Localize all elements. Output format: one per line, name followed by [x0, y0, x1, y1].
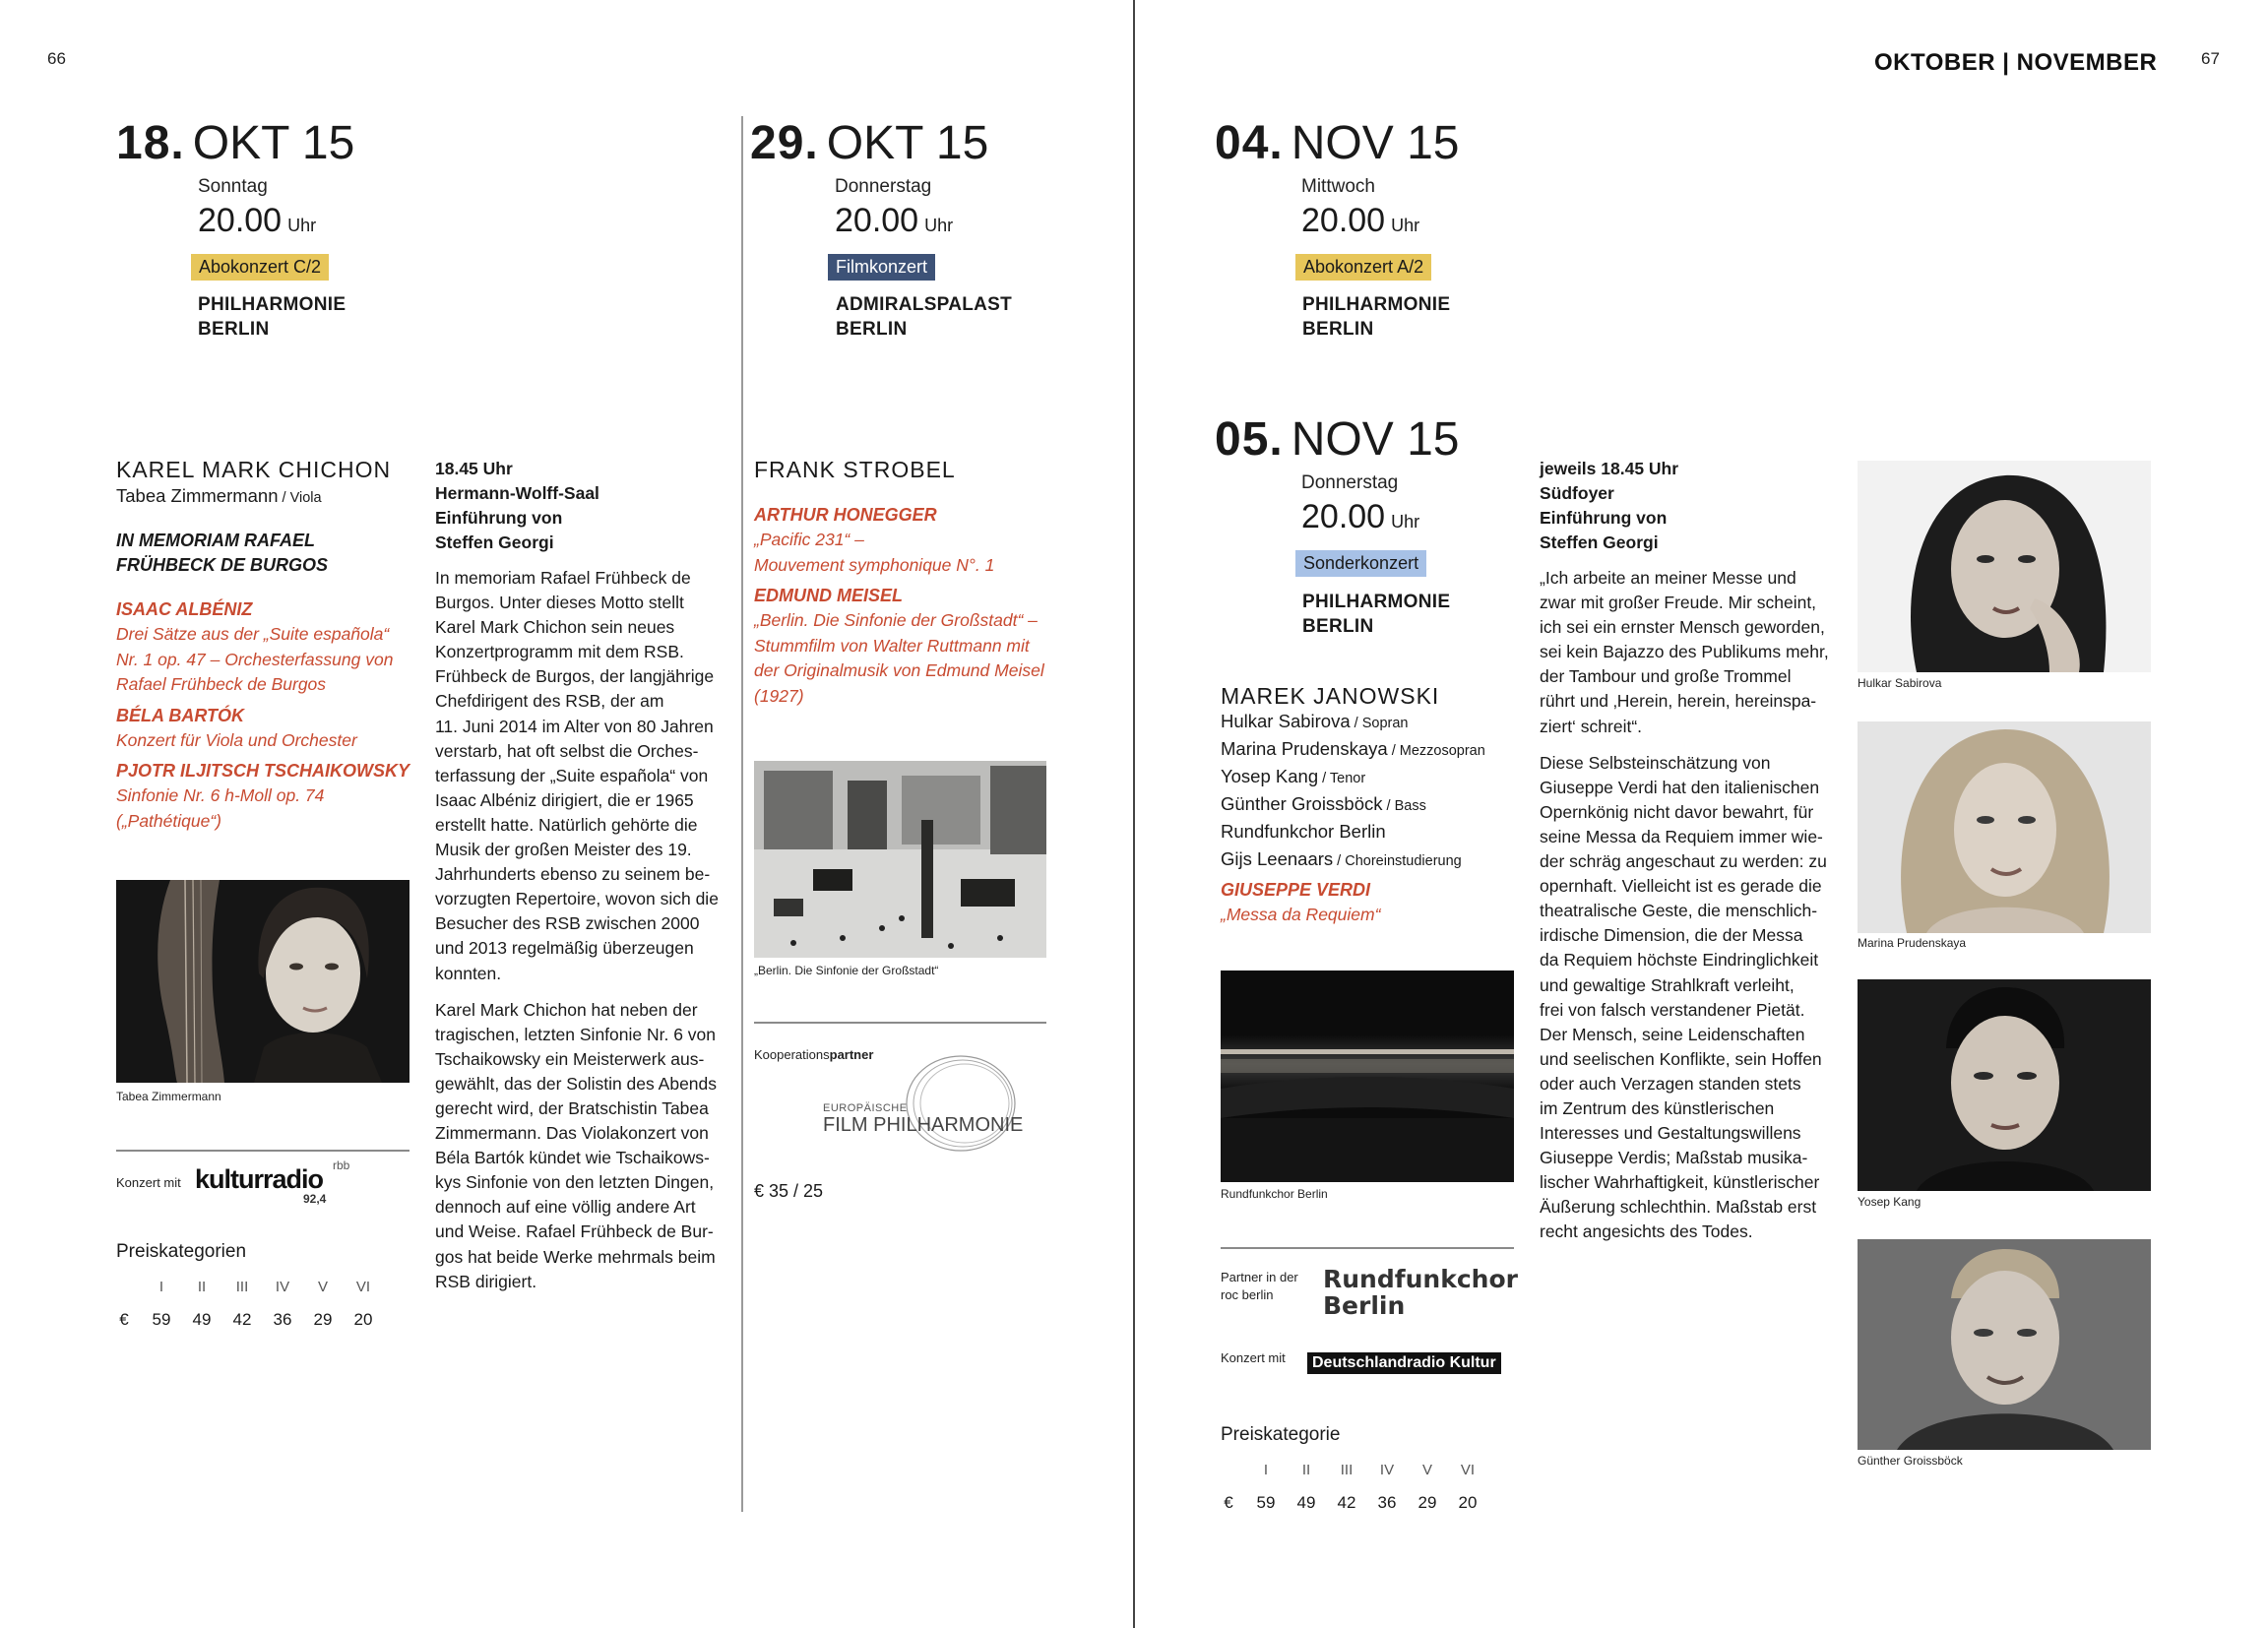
venue-city: BERLIN — [198, 319, 270, 340]
event-weekday: Sonntag — [198, 176, 268, 197]
text-line: theatralische Geste, die menschlich- — [1540, 901, 1818, 921]
time-value: 20.00 — [835, 202, 919, 239]
memoriam-title — [116, 529, 328, 578]
composer-name: ARTHUR HONEGGER — [754, 505, 937, 525]
price-value: 42 — [1337, 1493, 1356, 1512]
logo-line: Rundfunkchor — [1323, 1265, 1518, 1293]
venue-city: BERLIN — [836, 319, 908, 340]
text-line: vorzugten Repertoire, wovon sich die — [435, 889, 719, 909]
portrait-photo — [1858, 1239, 2151, 1450]
performer-role: / Bass — [1382, 798, 1426, 814]
price-value: 59 — [1256, 1493, 1276, 1512]
intro-speaker: Steffen Georgi — [1540, 532, 1659, 552]
price-value: 20 — [353, 1310, 373, 1329]
venue-city: BERLIN — [1302, 319, 1374, 340]
price-cat: VI — [1460, 1462, 1476, 1478]
event-time — [198, 202, 316, 240]
soloist — [116, 483, 322, 511]
event-venue — [1302, 590, 1450, 639]
time-value: 20.00 — [1301, 498, 1386, 535]
text-line: der Tambour und große Trommel — [1540, 666, 1792, 687]
memoriam-line: FRÜHBECK DE BURGOS — [116, 555, 329, 575]
text-line: Opernkönig nicht davor bewahrt, für — [1540, 801, 1814, 822]
text-line: Interesses und Gestaltungswillens — [1540, 1123, 1801, 1144]
intro-location: Südfoyer — [1540, 483, 1614, 503]
choir-stage-image — [1221, 971, 1514, 1182]
price-value: 59 — [152, 1310, 171, 1329]
performer — [1221, 709, 1485, 736]
text-line: gerecht wird, der Bratschistin Tabea — [435, 1097, 709, 1118]
text-line: gos hat beide Werke mehrmals beim — [435, 1246, 716, 1267]
price-category-row — [1221, 1462, 1516, 1485]
venue-line: PHILHARMONIE — [1302, 294, 1451, 315]
performer — [1221, 791, 1485, 819]
work-line: Drei Sätze aus der „Suite española“ — [116, 624, 390, 644]
portrait-caption: Hulkar Sabirova — [1858, 676, 1942, 690]
choir-photo — [1221, 971, 1514, 1182]
viola-portrait-image — [116, 880, 410, 1083]
event-weekday: Mittwoch — [1301, 176, 1375, 197]
partner-label — [1221, 1269, 1298, 1304]
text-line: 11. Juni 2014 im Alter von 80 Jahren — [435, 716, 714, 736]
event-date-oct29 — [750, 116, 988, 170]
text-line: Karel Mark Chichon hat neben der — [435, 999, 698, 1020]
price-cat: III — [1340, 1462, 1354, 1478]
text-line: Jahrhunderts ebenso zu seinem be- — [435, 864, 711, 885]
price-cat: III — [235, 1279, 249, 1295]
event-weekday: Donnerstag — [1301, 472, 1399, 493]
event-month: OKT 15 — [826, 117, 989, 169]
work-line: „Pacific 231“ – — [754, 530, 864, 549]
event-venue — [1302, 292, 1450, 342]
price-value: 49 — [1296, 1493, 1316, 1512]
price-cat: V — [1421, 1462, 1432, 1478]
label-part: Kooperations — [754, 1047, 830, 1062]
performer-name: Gijs Leenaars — [1221, 848, 1334, 869]
text-line: Zimmermann. Das Violakonzert von — [435, 1123, 709, 1144]
text-line: sei kein Bajazzo des Publikums mehr, — [1540, 642, 1829, 662]
event-venue — [836, 292, 1012, 342]
description-paragraph — [1540, 751, 1845, 1245]
label-part-bold: partner — [829, 1047, 874, 1062]
film-still-photo — [754, 761, 1046, 958]
text-line: und 2013 regelmäßig überzeugen — [435, 938, 694, 959]
venue-line: PHILHARMONIE — [1302, 592, 1451, 612]
text-line: Giuseppe Verdis; Maßstab musika- — [1540, 1148, 1808, 1168]
event-date-nov04 — [1215, 116, 1459, 170]
time-unit: Uhr — [1391, 216, 1420, 235]
text-line: seine Messa da Requiem immer wie- — [1540, 826, 1823, 846]
price-value: 29 — [313, 1310, 333, 1329]
venue-line: PHILHARMONIE — [198, 294, 346, 315]
divider — [754, 1022, 1046, 1024]
price-value-row — [116, 1310, 411, 1334]
text-line: ich sei ein ernster Mensch geworden, — [1540, 617, 1825, 638]
performer-name: Yosep Kang — [1221, 766, 1319, 786]
text-line: und seelischen Konflikte, sein Hoffen — [1540, 1048, 1822, 1069]
performer — [1221, 819, 1485, 846]
text-line: Musik der großen Meister des 19. — [435, 840, 692, 860]
text-line: opernhaft. Vielleicht ist es gerade die — [1540, 876, 1822, 897]
event-time — [835, 202, 953, 240]
text-line: Besucher des RSB zwischen 2000 — [435, 913, 700, 934]
text-line: terfassung der „Suite española“ von — [435, 765, 709, 785]
text-line: konnten. — [435, 963, 502, 983]
price-value: 29 — [1418, 1493, 1437, 1512]
portrait-groissboeck-image — [1858, 1239, 2151, 1450]
price-cat: II — [197, 1279, 207, 1295]
konzert-mit-label: Konzert mit — [116, 1175, 181, 1190]
event-date-oct18 — [116, 116, 354, 170]
portrait-photo — [1858, 721, 2151, 933]
text-line: da Requiem höchste Eindringlichkeit — [1540, 950, 1819, 971]
price-cat: V — [317, 1279, 328, 1295]
text-line: „Ich arbeite an meiner Messe und — [1540, 568, 1796, 588]
text-line: und Weise. Rafael Frühbeck de Bur- — [435, 1221, 714, 1242]
text-line: Äußerung schlechthin. Maßstab erst — [1540, 1197, 1817, 1218]
performer-role: / Tenor — [1318, 771, 1366, 786]
intro-label: Einführung von — [1540, 508, 1668, 528]
price-cat: IV — [275, 1279, 290, 1295]
work-line: (1927) — [754, 685, 804, 706]
description-paragraph — [1540, 566, 1845, 739]
event-type-badge: Filmkonzert — [828, 254, 935, 281]
text-line: ziert‘ schreit“. — [1540, 716, 1643, 736]
photo-caption: Rundfunkchor Berlin — [1221, 1187, 1328, 1201]
composer-name: GIUSEPPE VERDI — [1221, 880, 1371, 900]
portrait-photo — [1858, 979, 2151, 1191]
intro-time: jeweils 18.45 Uhr — [1540, 459, 1679, 478]
event-time — [1301, 202, 1419, 240]
text-line: Burgos. Unter dieses Motto stellt — [435, 593, 684, 613]
work-line: Mouvement symphonique N°. 1 — [754, 554, 995, 575]
event-month: NOV 15 — [1291, 117, 1460, 169]
film-philharmonie-logo — [823, 1049, 1030, 1158]
event-time — [1301, 498, 1419, 536]
composer-name: BÉLA BARTÓK — [116, 705, 244, 725]
price-currency: € — [1224, 1493, 1233, 1512]
intro-info — [435, 457, 599, 555]
performer-role: / Sopran — [1350, 716, 1409, 731]
soloist-photo — [116, 880, 410, 1083]
work-line: Nr. 1 op. 47 – Orchesterfassung von — [116, 649, 394, 669]
photo-caption: Tabea Zimmermann — [116, 1090, 221, 1103]
intro-label: Einführung von — [435, 508, 563, 528]
text-line: RSB dirigiert. — [435, 1271, 537, 1291]
composer-name: PJOTR ILJITSCH TSCHAIKOWSKY — [116, 761, 410, 781]
time-value: 20.00 — [198, 202, 283, 239]
price-value: 20 — [1458, 1493, 1478, 1512]
text-line: rührt und ‚Herein, herein, hereinspa- — [1540, 691, 1817, 712]
kulturradio-logo — [195, 1158, 350, 1206]
text-line: und gewaltige Strahlkraft verleiht, — [1540, 974, 1795, 995]
text-line: dennoch auf eine völlig andere Art — [435, 1197, 696, 1218]
performer-role: / Mezzosopran — [1387, 743, 1485, 759]
text-line: irdische Dimension, die der Messa — [1540, 925, 1803, 946]
price-cat: IV — [1379, 1462, 1395, 1478]
event-description — [435, 566, 730, 1306]
event-day: 05. — [1215, 413, 1284, 466]
text-line: lischer Wahrhaftigkeit, künstlerischer — [1540, 1172, 1820, 1193]
portrait-caption: Marina Prudenskaya — [1858, 936, 1967, 950]
price-cat: I — [158, 1279, 164, 1295]
text-line: Karel Mark Chichon sein neues — [435, 617, 675, 638]
text-line: Der Mensch, seine Leidenschaften — [1540, 1024, 1805, 1044]
text-line: Tschaikowsky ein Meisterwerk aus- — [435, 1048, 705, 1069]
logo-super: rbb — [333, 1158, 350, 1172]
price-info: € 35 / 25 — [754, 1181, 824, 1201]
column-divider — [741, 116, 743, 1512]
memoriam-line: IN MEMORIAM RAFAEL — [116, 531, 315, 550]
intro-info — [1540, 457, 1678, 555]
composer-name: ISAAC ALBÉNIZ — [116, 599, 253, 619]
event-type-badge: Abokonzert A/2 — [1295, 254, 1431, 281]
soloist-name: Tabea Zimmermann — [116, 485, 279, 506]
text-line: Béla Bartók kündet wie Tschaikows- — [435, 1148, 710, 1168]
text-line: zwar mit großer Freude. Mir scheint, — [1540, 593, 1817, 613]
text-line: gewählt, das der Solistin des Abends — [435, 1073, 718, 1094]
event-date-nov05 — [1215, 412, 1459, 467]
time-unit: Uhr — [287, 216, 317, 235]
text-line: recht angesichts des Todes. — [1540, 1221, 1753, 1242]
logo-line: EUROPÄISCHE — [823, 1102, 908, 1114]
work-line: Sinfonie Nr. 6 h-Moll op. 74 — [116, 785, 325, 805]
soloist-role: / Viola — [278, 490, 322, 506]
page-number-right: 67 — [2201, 49, 2220, 68]
work-line: der Originalmusik von Edmund Meisel — [754, 660, 1044, 680]
divider — [116, 1150, 410, 1152]
work-line: Rafael Frühbeck de Burgos — [116, 674, 327, 694]
price-category-row — [116, 1279, 411, 1302]
logo-line: Berlin — [1323, 1291, 1406, 1320]
performer-list — [1221, 709, 1485, 874]
work-line: („Pathétique“) — [116, 810, 221, 831]
text-line: erstellt hatte. Natürlich gehörte die — [435, 814, 698, 835]
page-number-left: 66 — [47, 49, 66, 68]
logo-text: kulturradio — [195, 1164, 324, 1194]
price-cat: I — [1263, 1462, 1269, 1478]
work-line: „Messa da Requiem“ — [1221, 905, 1381, 924]
performer — [1221, 846, 1485, 874]
portrait-sabirova-image — [1858, 461, 2151, 672]
time-unit: Uhr — [1391, 512, 1420, 532]
konzert-mit-label: Konzert mit — [1221, 1350, 1286, 1365]
event-venue — [198, 292, 346, 342]
description-paragraph — [435, 566, 730, 986]
performer-role: / Choreinstudierung — [1333, 853, 1462, 869]
section-header: OKTOBER | NOVEMBER — [1874, 49, 2158, 76]
text-line: kys Sinfonie von den letzten Dingen, — [435, 1172, 715, 1193]
event-description — [1540, 566, 1845, 1257]
photo-caption: „Berlin. Die Sinfonie der Großstadt“ — [754, 964, 939, 977]
text-line: frei von falsch verstandener Pietät. — [1540, 999, 1805, 1020]
page-spine — [1133, 0, 1135, 1628]
berlin-street-image — [754, 761, 1046, 958]
event-type-badge: Sonderkonzert — [1295, 550, 1426, 577]
price-currency: € — [119, 1310, 129, 1329]
price-value: 49 — [192, 1310, 212, 1329]
portrait-caption: Yosep Kang — [1858, 1195, 1922, 1209]
text-line: Chefdirigent des RSB, der am — [435, 691, 664, 712]
text-line: Konzertprogramm mit dem RSB. — [435, 642, 684, 662]
price-categories-title: Preiskategorien — [116, 1241, 247, 1262]
time-unit: Uhr — [924, 216, 954, 235]
performer — [1221, 736, 1485, 764]
price-cat: II — [1301, 1462, 1311, 1478]
portrait-photo — [1858, 461, 2151, 672]
rundfunkchor-logo — [1323, 1266, 1518, 1319]
deutschlandradio-logo: Deutschlandradio Kultur — [1307, 1352, 1501, 1374]
program-list — [754, 503, 1069, 709]
text-line: Diese Selbsteinschätzung von — [1540, 752, 1771, 773]
portrait-kang-image — [1858, 979, 2151, 1191]
text-line: tragischen, letzten Sinfonie Nr. 6 von — [435, 1024, 717, 1044]
intro-speaker: Steffen Georgi — [435, 532, 554, 552]
performer-name: Marina Prudenskaya — [1221, 738, 1388, 759]
price-categories-title: Preiskategorie — [1221, 1424, 1341, 1445]
price-value: 42 — [232, 1310, 252, 1329]
performer-name: Günther Groissböck — [1221, 793, 1383, 814]
conductor-name: FRANK STROBEL — [754, 457, 956, 482]
text-line: im Zentrum des künstlerischen — [1540, 1097, 1775, 1118]
text-line: Frühbeck de Burgos, der langjährige — [435, 666, 715, 687]
event-weekday: Donnerstag — [835, 176, 932, 197]
event-type-badge: Abokonzert C/2 — [191, 254, 329, 281]
portrait-caption: Günther Groissböck — [1858, 1454, 1963, 1468]
conductor-name: KAREL MARK CHICHON — [116, 457, 392, 482]
text-line: oder auch Verzagen standen stets — [1540, 1073, 1801, 1094]
text-line: Giuseppe Verdi hat den italienischen — [1540, 777, 1820, 797]
event-month: NOV 15 — [1291, 413, 1460, 466]
intro-time: 18.45 Uhr — [435, 459, 513, 478]
conductor-name: MAREK JANOWSKI — [1221, 683, 1440, 709]
divider — [1221, 1247, 1514, 1249]
composer-name: EDMUND MEISEL — [754, 586, 904, 605]
description-paragraph — [435, 998, 730, 1294]
program-list — [116, 597, 411, 834]
performer-name: Rundfunkchor Berlin — [1221, 821, 1386, 842]
venue-city: BERLIN — [1302, 616, 1374, 637]
performer-name: Hulkar Sabirova — [1221, 711, 1351, 731]
label-line: Partner in der — [1221, 1270, 1298, 1284]
price-value-row — [1221, 1493, 1516, 1517]
text-line: der schräg angeschaut zu werden: zu — [1540, 851, 1827, 872]
event-day: 29. — [750, 117, 819, 169]
price-value: 36 — [273, 1310, 292, 1329]
text-line: In memoriam Rafael Frühbeck de — [435, 568, 691, 588]
work-line: „Berlin. Die Sinfonie der Großstadt“ – — [754, 610, 1038, 630]
performer — [1221, 764, 1485, 791]
logo-sub: 92,4 — [303, 1192, 327, 1206]
event-day: 18. — [116, 117, 185, 169]
text-line: verstarb, hat oft selbst die Orches- — [435, 740, 699, 761]
price-value: 36 — [1377, 1493, 1397, 1512]
logo-line: FILM PHILHARMONIE — [823, 1114, 1024, 1136]
event-month: OKT 15 — [192, 117, 355, 169]
work-line: Stummfilm von Walter Ruttmann mit — [754, 635, 1030, 656]
text-line: Isaac Albéniz dirigiert, die er 1965 — [435, 789, 694, 810]
label-line: roc berlin — [1221, 1287, 1274, 1302]
work-line: Konzert für Viola und Orchester — [116, 729, 357, 750]
time-value: 20.00 — [1301, 202, 1386, 239]
venue-line: ADMIRALSPALAST — [836, 294, 1013, 315]
event-day: 04. — [1215, 117, 1284, 169]
portrait-prudenskaya-image — [1858, 721, 2151, 933]
intro-location: Hermann-Wolff-Saal — [435, 483, 599, 503]
price-cat: VI — [355, 1279, 371, 1295]
